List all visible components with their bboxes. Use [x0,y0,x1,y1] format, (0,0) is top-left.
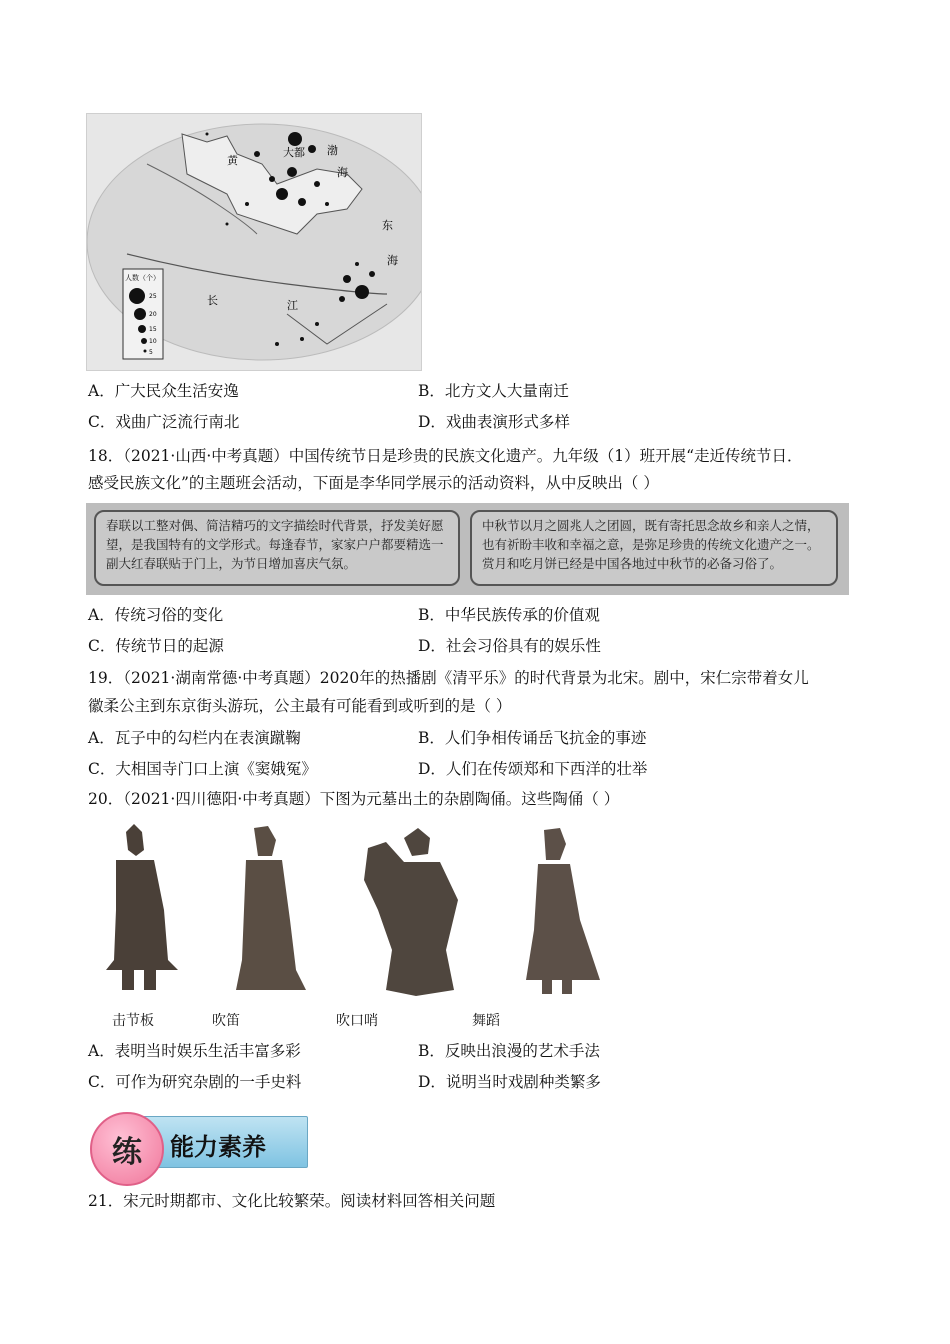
q18-stem-line1: 18．（2021·山西·中考真题）中国传统节日是珍贵的民族文化遗产。九年级（1）班开展“走近传统节日． [88,447,803,465]
map-legend-15: 15 [149,326,157,333]
map-label-chang: 长 [207,294,218,307]
caption-clapper: 击节板 [112,1013,154,1029]
map-legend-10: 10 [149,338,157,345]
q18-option-d: D．社会习俗具有的娱乐性 [418,637,601,655]
map-label-hai2: 海 [387,254,398,267]
section-badge-circle: 练 [90,1112,164,1186]
map-legend-title: 人数（个） [125,274,160,282]
mid-autumn-text: 中秋节以月之圆兆人之团圆，既有寄托思念故乡和亲人之情，也有祈盼丰收和幸福之意，是弥足珍贵的传统文化遗产之一。赏月和吃月饼已经是中国各地过中秋节的必备习俗了。 [470,510,838,586]
q18-stem-line2: 感受民族文化”的主题班会活动，下面是李华同学展示的活动资料，从中反映出（ ） [88,474,659,492]
map-drawing [87,114,421,370]
q20-option-a: A．表明当时娱乐生活丰富多彩 [88,1042,301,1060]
figurine-clapper [106,824,178,990]
q20-option-d: D．说明当时戏剧种类繁多 [418,1073,601,1091]
q17-option-c: C．戏曲广泛流行南北 [88,413,240,431]
drama-distribution-map [86,113,422,371]
q18-option-c: C．传统节日的起源 [88,637,224,655]
q17-option-a: A．广大民众生活安逸 [88,382,239,400]
q19-option-d: D．人们在传颂郑和下西洋的壮举 [418,760,648,778]
q20-option-b: B．反映出浪漫的艺术手法 [418,1042,600,1060]
map-legend-5: 5 [149,349,153,356]
q17-option-b: B．北方文人大量南迁 [418,382,569,400]
figurine-flute [236,826,306,990]
section-title: 能力素养 [170,1132,266,1161]
q18-option-b: B．中华民族传承的价值观 [418,606,600,624]
figurine-dance [526,828,600,994]
festival-material-image [86,503,849,595]
q19-option-c: C．大相国寺门口上演《窦娥冤》 [88,760,317,778]
figurines-drawing [86,820,626,1005]
map-label-dong: 东 [382,219,393,232]
caption-flute: 吹笛 [212,1013,240,1029]
section-badge [90,1112,308,1170]
q19-option-a: A．瓦子中的勾栏内在表演蹴鞠 [88,729,301,747]
map-label-huang: 黄 [227,154,238,167]
map-label-jiang: 江 [287,299,298,312]
spring-couplet-text: 春联以工整对偶、简洁精巧的文字描绘时代背景，抒发美好愿望，是我国特有的文学形式。每逢春节，家家户户都要精选一副大红春联贴于门上，为节日增加喜庆气氛。 [94,510,460,586]
map-legend-25: 25 [149,293,157,300]
q19-stem-line2: 徽柔公主到东京街头游玩，公主最有可能看到或听到的是（ ） [88,697,512,715]
map-label-dadu: 大都 [283,146,305,159]
q19-stem-line1: 19．（2021·湖南常德·中考真题）2020年的热播剧《清平乐》的时代背景为北宋。剧中，宋仁宗带着女儿 [88,669,809,687]
q20-stem: 20．（2021·四川德阳·中考真题）下图为元墓出土的杂剧陶俑。这些陶俑（ ） [88,790,620,808]
q21-stem: 21．宋元时期都市、文化比较繁荣。阅读材料回答相关问题 [88,1192,496,1210]
pottery-figurines-image [86,820,626,1005]
figurine-whistle [364,828,458,996]
q18-option-a: A．传统习俗的变化 [88,606,224,624]
map-label-bo: 渤 [327,144,338,157]
map-label-hai: 海 [337,166,348,179]
q19-option-b: B．人们争相传诵岳飞抗金的事迹 [418,729,647,747]
map-legend-20: 20 [149,311,157,318]
q20-option-c: C．可作为研究杂剧的一手史料 [88,1073,302,1091]
caption-dance: 舞蹈 [472,1013,500,1029]
q17-option-d: D．戏曲表演形式多样 [418,413,570,431]
caption-whistle: 吹口哨 [336,1013,378,1029]
